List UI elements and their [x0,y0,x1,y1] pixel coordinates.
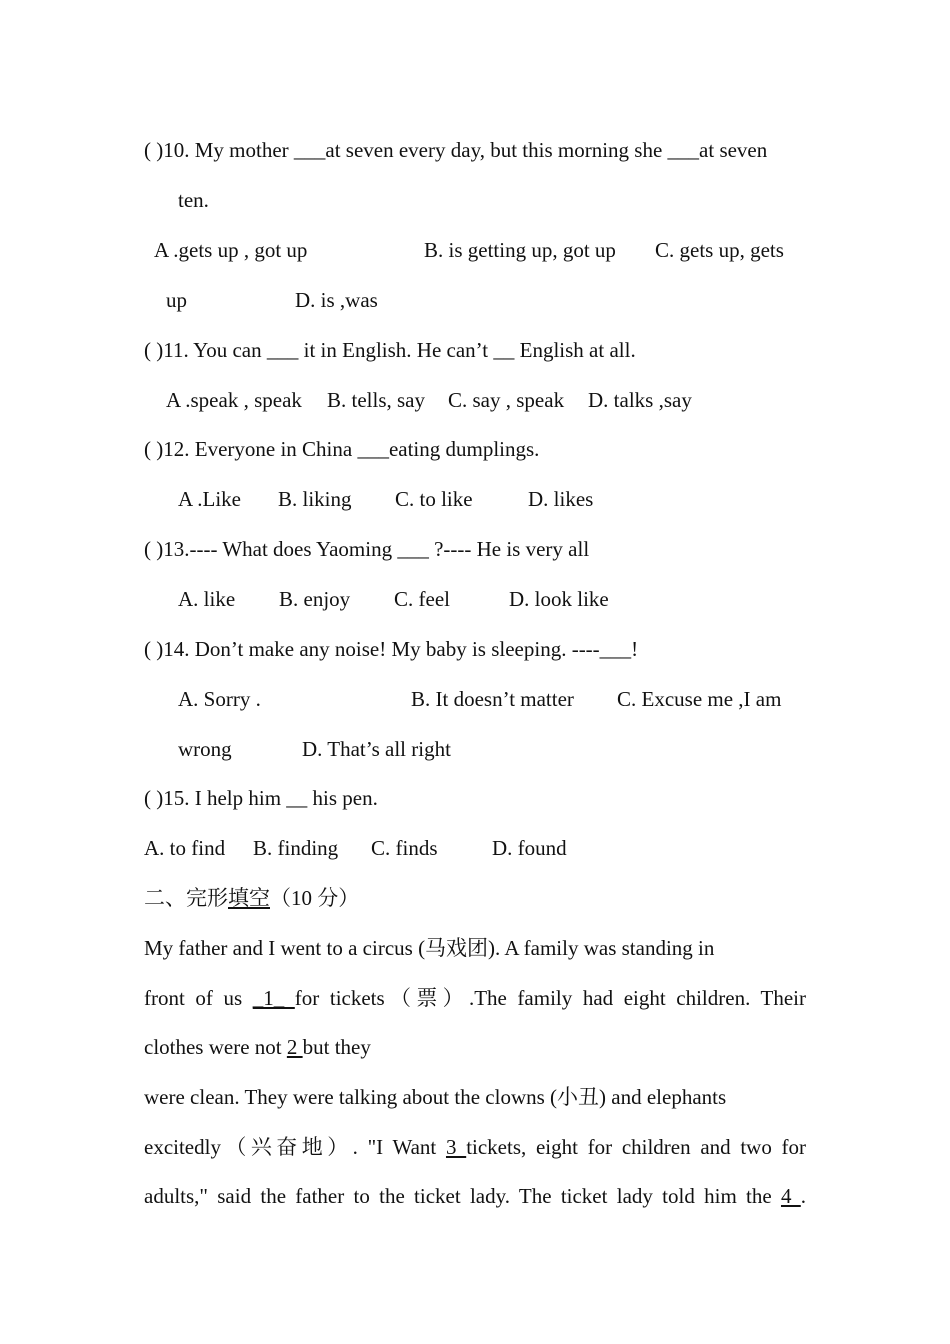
option-d: D. look like [509,587,609,611]
question-14-stem: ( )14. Don’t make any noise! My baby is sleeping. ----___! [144,637,639,661]
option-d: D. talks ,say [588,388,692,412]
passage-text: excitedly（兴奋地）. "I Want [144,1135,437,1159]
passage-text: for tickets（票）.The family had eight children. Their [294,986,807,1010]
passage-line-4: were clean. They were talking about the clowns (小丑) and elephants [144,1085,727,1109]
option-a: A .Like [178,487,241,511]
option-d: D. is ,was [295,288,378,312]
option-a: A. Sorry . [178,687,261,711]
option-a: A. like [178,587,236,611]
section-2-prefix: 二、完形 [144,886,228,910]
passage-line-3 [144,1033,806,1061]
option-c: C. finds [371,836,438,860]
passage-text: . [800,1184,807,1208]
option-c: C. Excuse me ,I am [617,687,782,711]
passage-text: adults," said the father to the ticket lady. The ticket lady told him the [144,1184,772,1208]
option-c: C. to like [395,487,473,511]
option-a: A .gets up , got up [154,238,308,262]
option-a: A. to find [144,836,226,860]
option-c: C. feel [394,587,450,611]
option-b: B. is getting up, got up [424,238,616,262]
passage-line-6 [144,1182,806,1210]
question-10-stem-continuation: ten. [178,188,209,212]
option-b: B. tells, say [327,388,425,412]
section-2-heading [144,884,806,912]
option-d: D. That’s all right [302,737,451,761]
option-d: D. found [492,836,567,860]
section-2-underlined: 填空 [228,886,270,910]
passage-line-2 [144,984,806,1012]
passage-text: but they [302,1035,371,1059]
option-b: B. enjoy [279,587,351,611]
passage-line-1: My father and I went to a circus (马戏团). A family was standing in [144,936,715,960]
passage-text: tickets, eight for children and two for [466,1135,807,1159]
blank-3: 3 [445,1135,467,1159]
blank-1: _1_ [252,986,295,1010]
question-15-stem: ( )15. I help him __ his pen. [144,786,378,810]
option-c: C. say , speak [448,388,565,412]
question-10-stem: ( )10. My mother ___at seven every day, but this morning she ___at seven [144,138,768,162]
blank-2: 2 [286,1035,303,1059]
option-c: C. gets up, gets [655,238,784,262]
passage-line-5 [144,1133,806,1161]
option-a: A .speak , speak [166,388,302,412]
question-12-stem: ( )12. Everyone in China ___eating dumplings. [144,437,540,461]
question-11-stem: ( )11. You can ___ it in English. He can’t __ English at all. [144,338,636,362]
passage-text: front of us [144,986,243,1010]
option-c-continuation: up [166,288,187,312]
section-2-suffix: （10 分） [270,886,360,910]
option-b: B. It doesn’t matter [411,687,574,711]
option-b: B. liking [278,487,352,511]
question-13-stem: ( )13.---- What does Yaoming ___ ?---- He is very all [144,537,590,561]
option-c-continuation: wrong [178,737,232,761]
option-d: D. likes [528,487,594,511]
blank-4: 4 [780,1184,801,1208]
option-b: B. finding [253,836,339,860]
passage-text: clothes were not [144,1035,282,1059]
